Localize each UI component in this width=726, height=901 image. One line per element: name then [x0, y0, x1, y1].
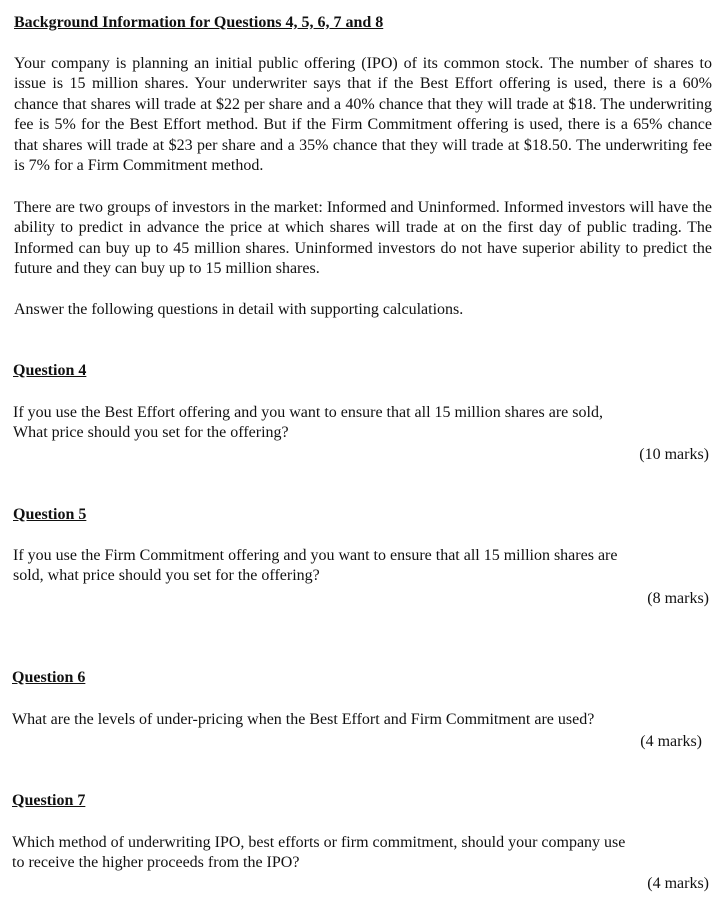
document-title: Background Information for Questions 4, 5, 6, 7 and 8 [14, 14, 384, 31]
question-7-heading: Question 7 [12, 792, 86, 809]
question-4-text [13, 403, 713, 444]
question-4-line-1: If you use the Best Effort offering and you want to ensure that all 15 million shares are sold, [13, 404, 603, 421]
question-6-heading: Question 6 [12, 669, 86, 686]
background-paragraph-1: Your company is planning an initial public offering (IPO) of its common stock. The number of shares to issue is 15 million shares. Your underwriter says that if the Best Effort offering is used, there is a 60% chance that shares will trade at $22 per share and a 40% chance that they will trade at $18. The underwriting fee is 5% for the Best Effort method. But if the Firm Commitment offering is used, there is a 65% chance that shares will trade at $23 per share and a 35% chance that they will trade at $18.50. The underwriting fee is 7% for a Firm Commitment method. [14, 55, 712, 175]
question-7-text [12, 833, 712, 874]
question-4-line-2: What price should you set for the offering? [13, 424, 289, 442]
question-7-line-2: to receive the higher proceeds from the IPO? [12, 854, 300, 872]
question-4-heading: Question 4 [13, 362, 87, 379]
background-paragraph-2: There are two groups of investors in the market: Informed and Uninformed. Informed investors will have the ability to predict in advance the price at which shares will trade at on the first day of public trading. The Informed can buy up to 45 million shares. Uninformed investors do not have superior ability to predict the future and they can buy up to 15 million shares. [14, 199, 712, 278]
question-5-heading: Question 5 [13, 506, 87, 523]
question-5-line-1: If you use the Firm Commitment offering and you want to ensure that all 15 million shares are [13, 547, 618, 564]
question-5-text [13, 546, 713, 587]
question-6-line-1: What are the levels of under-pricing when the Best Effort and Firm Commitment are used? [12, 711, 595, 728]
question-6-marks: (4 marks) [640, 733, 702, 750]
question-6-text [12, 710, 712, 730]
question-4-marks: (10 marks) [639, 446, 709, 463]
question-7-line-1: Which method of underwriting IPO, best efforts or firm commitment, should your company use [12, 834, 626, 851]
instructions-paragraph: Answer the following questions in detail with supporting calculations. [14, 301, 464, 318]
question-5-line-2: sold, what price should you set for the offering? [13, 567, 320, 585]
question-7-marks: (4 marks) [647, 875, 709, 892]
question-5-marks: (8 marks) [647, 590, 709, 607]
